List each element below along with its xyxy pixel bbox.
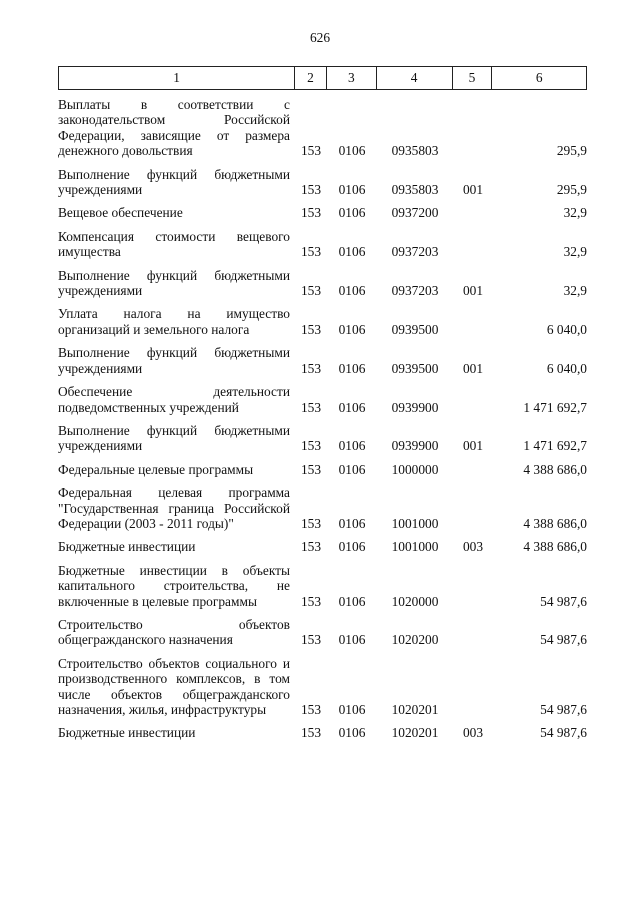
row-name: Строительство объектов социального и производственного комплексов, в том числе объектов общегражданского назначения, жилья, инфраструктуры [58, 655, 290, 717]
row-name: Бюджетные инвестиции [58, 725, 196, 741]
table-row [58, 268, 587, 299]
row-grbs: 153 [300, 143, 322, 159]
table-row [58, 656, 587, 718]
row-target-article: 0935803 [391, 182, 439, 198]
row-amount: 6 040,0 [546, 360, 587, 376]
row-section: 0106 [338, 539, 366, 555]
table-row [58, 539, 587, 554]
row-section: 0106 [338, 182, 366, 198]
row-section: 0106 [338, 461, 366, 477]
row-amount: 295,9 [556, 182, 587, 198]
row-section: 0106 [338, 632, 366, 648]
row-name: Выполнение функций бюджетными учреждениями [58, 422, 290, 454]
row-name: Федеральные целевые программы [58, 461, 254, 477]
row-name: Выполнение функций бюджетными учреждениями [58, 267, 290, 299]
row-section: 0106 [338, 205, 366, 221]
row-section: 0106 [338, 702, 366, 717]
row-section: 0106 [338, 143, 366, 159]
row-amount: 6 040,0 [546, 321, 587, 337]
header-col-1: 1 [59, 67, 295, 89]
row-grbs: 153 [300, 702, 322, 717]
table-header [58, 66, 587, 90]
row-grbs: 153 [300, 725, 322, 741]
row-name: Бюджетные инвестиции в объекты капитального строительства, не включенные в целевые программы [58, 562, 290, 609]
row-grbs: 153 [300, 399, 322, 415]
table-row [58, 462, 587, 477]
row-section: 0106 [338, 399, 366, 415]
row-name: Строительство объектов общегражданского назначения [58, 616, 290, 648]
row-expense-type: 001 [462, 438, 484, 454]
row-name: Уплата налога на имущество организаций и земельного налога [58, 306, 290, 337]
row-target-article: 1020201 [391, 725, 439, 741]
table-row [58, 167, 587, 198]
row-section: 0106 [338, 321, 366, 337]
row-section: 0106 [338, 244, 366, 260]
row-target-article: 0939500 [391, 360, 439, 376]
row-target-article: 1020000 [391, 593, 439, 609]
row-amount: 54 987,6 [540, 593, 587, 609]
row-name: Выплаты в соответствии с законодательством Российской Федерации, зависящие от размера денежного довольствия [58, 97, 290, 159]
row-expense-type: 003 [462, 725, 484, 741]
row-target-article: 0935803 [391, 143, 439, 159]
row-name: Компенсация стоимости вещевого имущества [58, 228, 290, 260]
row-section: 0106 [338, 360, 366, 376]
row-grbs: 153 [300, 321, 322, 337]
row-grbs: 153 [300, 515, 322, 531]
table-row [58, 563, 587, 609]
row-amount: 54 987,6 [540, 725, 587, 741]
row-target-article: 0939500 [391, 321, 439, 337]
row-grbs: 153 [300, 438, 322, 454]
table-row [58, 485, 587, 531]
table-row [58, 306, 587, 337]
row-grbs: 153 [300, 182, 322, 198]
row-section: 0106 [338, 515, 366, 531]
table-row [58, 229, 587, 260]
row-amount: 32,9 [563, 283, 587, 299]
row-target-article: 1001000 [391, 515, 439, 531]
row-grbs: 153 [300, 539, 322, 555]
row-section: 0106 [338, 593, 366, 609]
row-expense-type: 003 [462, 539, 484, 555]
table-row [58, 423, 587, 454]
row-section: 0106 [338, 283, 366, 299]
row-amount: 4 388 686,0 [523, 539, 587, 555]
row-name: Бюджетные инвестиции [58, 539, 196, 555]
row-target-article: 0939900 [391, 438, 439, 454]
table-body [58, 97, 587, 749]
row-amount: 54 987,6 [540, 632, 587, 648]
table-row [58, 725, 587, 740]
row-amount: 1 471 692,7 [523, 399, 587, 415]
table-row [58, 205, 587, 220]
row-grbs: 153 [300, 632, 322, 648]
row-target-article: 1001000 [391, 539, 439, 555]
row-name: Выполнение функций бюджетными учреждениями [58, 345, 290, 376]
row-grbs: 153 [300, 205, 322, 221]
table-row [58, 384, 587, 415]
table-row [58, 97, 587, 159]
row-grbs: 153 [300, 360, 322, 376]
row-amount: 32,9 [563, 244, 587, 260]
row-target-article: 1020200 [391, 632, 439, 648]
row-amount: 1 471 692,7 [523, 438, 587, 454]
row-expense-type: 001 [462, 360, 484, 376]
row-name: Федеральная целевая программа "Государственная граница Российской Федерации (2003 - 2011 годы)" [58, 485, 290, 531]
row-amount: 4 388 686,0 [523, 515, 587, 531]
row-target-article: 0937200 [391, 205, 439, 221]
row-section: 0106 [338, 438, 366, 454]
row-target-article: 0937203 [391, 244, 439, 260]
row-grbs: 153 [300, 283, 322, 299]
row-target-article: 0939900 [391, 399, 439, 415]
row-grbs: 153 [300, 461, 322, 477]
row-amount: 4 388 686,0 [523, 461, 587, 477]
header-col-6: 6 [535, 70, 543, 85]
row-grbs: 153 [300, 593, 322, 609]
row-amount: 295,9 [556, 143, 587, 159]
row-name: Выполнение функций бюджетными учреждениями [58, 166, 290, 198]
table-row [58, 345, 587, 376]
header-col-3: 3 [327, 67, 377, 89]
page-number: 626 [309, 30, 331, 45]
row-target-article: 1000000 [391, 461, 439, 477]
row-expense-type: 001 [462, 283, 484, 299]
row-section: 0106 [338, 725, 366, 741]
row-expense-type: 001 [462, 182, 484, 198]
row-target-article: 0937203 [391, 283, 439, 299]
row-name: Вещевое обеспечение [58, 205, 183, 221]
row-target-article: 1020201 [391, 702, 439, 717]
header-col-4: 4 [377, 67, 453, 89]
row-amount: 54 987,6 [540, 702, 587, 717]
row-name: Обеспечение деятельности подведомственных учреждений [58, 384, 290, 415]
row-grbs: 153 [300, 244, 322, 260]
table-row [58, 617, 587, 648]
header-col-2: 2 [295, 67, 327, 89]
header-col-5: 5 [453, 67, 493, 89]
row-amount: 32,9 [563, 205, 587, 221]
